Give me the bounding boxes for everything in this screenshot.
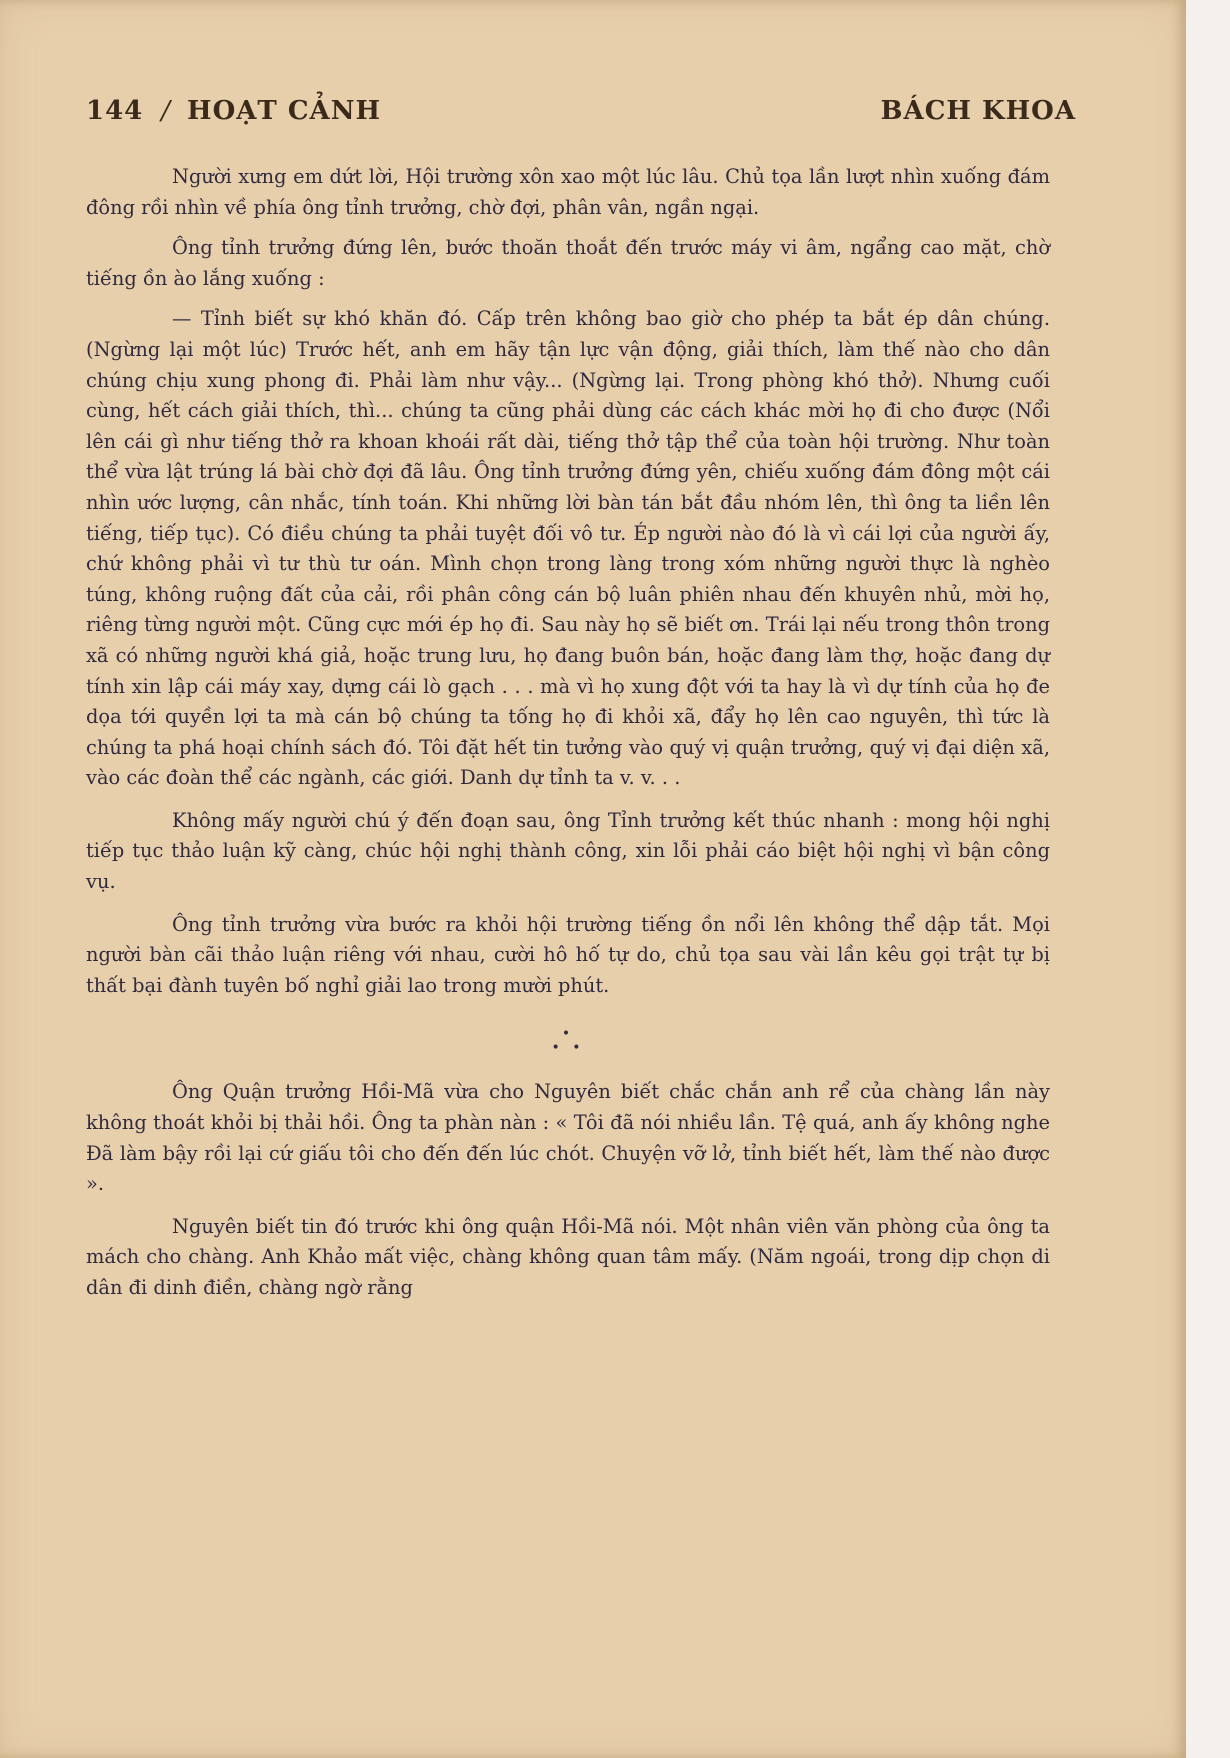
page-header bbox=[86, 96, 1076, 136]
section-title: HOẠT CẢNH bbox=[187, 96, 382, 126]
body-text bbox=[86, 162, 1050, 1304]
page-margin-background bbox=[1186, 0, 1230, 1758]
paragraph: Nguyên biết tin đó trước khi ông quận Hồi-Mã nói. Một nhân viên văn phòng của ông ta mách cho chàng. Anh Khảo mất việc, chàng không quan tâm mấy. (Năm ngoái, trong dịp chọn di dân đi dinh điền, chàng ngờ rằng bbox=[86, 1214, 1050, 1299]
magazine-name: BÁCH KHOA bbox=[880, 96, 1076, 126]
paragraph: Người xưng em dứt lời, Hội trường xôn xao một lúc lâu. Chủ tọa lần lượt nhìn xuống đám đông rồi nhìn về phía ông tỉnh trưởng, chờ đợi, phân vân, ngần ngại. bbox=[86, 165, 1050, 219]
paragraph: Ông Quận trưởng Hồi-Mã vừa cho Nguyên biết chắc chắn anh rể của chàng lần này không thoát khỏi bị thải hồi. Ông ta phàn nàn : « Tôi đã nói nhiều lần. Tệ quá, anh ấy không nghe Đã làm bậy rồi lại cứ giấu tôi cho đến đến lúc chót. Chuyện vỡ lở, tỉnh biết hết, làm thế nào được ». bbox=[86, 1080, 1050, 1196]
header-left bbox=[86, 96, 381, 126]
paragraph: Ông tỉnh trưởng vừa bước ra khỏi hội trường tiếng ồn nổi lên không thể dập tắt. Mọi người bàn cãi thảo luận riêng với nhau, cười hô hố tự do, chủ tọa sau vài lần kêu gọi trật tự bị thất bại đành tuyên bố nghỉ giải lao trong mười phút. bbox=[86, 912, 1050, 997]
paragraph: Ông tỉnh trưởng đứng lên, bước thoăn thoắt đến trước máy vi âm, ngẩng cao mặt, chờ tiếng ồn ào lắng xuống : bbox=[86, 236, 1050, 290]
section-break bbox=[86, 1027, 1050, 1055]
page-number: 144 bbox=[86, 96, 144, 126]
header-separator: / bbox=[161, 96, 172, 126]
section-break-top: • bbox=[561, 1026, 575, 1043]
section-break-bottom: • • bbox=[551, 1040, 585, 1057]
paragraph: Không mấy người chú ý đến đoạn sau, ông Tỉnh trưởng kết thúc nhanh : mong hội nghị tiếp tục thảo luận kỹ càng, chúc hội nghị thành công, xin lỗi phải cáo biệt hội nghị vì bận công vụ. bbox=[86, 808, 1050, 894]
paragraph: — Tỉnh biết sự khó khăn đó. Cấp trên không bao giờ cho phép ta bắt ép dân chúng. (Ngừng lại một lúc) Trước hết, anh em hãy tận lực vận động, giải thích, làm thế nào cho dân chúng chịu xung phong đi. Phải làm như vậy... (Ngừng lại. Trong phòng khó thở). Nhưng cuối cùng, hết cách giải thích, thì... chúng ta cũng phải dùng các cách khác mời họ đi cho được (Nổi lên cái gì như tiếng thở ra khoan khoái rất dài, tiếng thở tập thể của toàn hội trường. Như toàn thể vừa lật trúng lá bài chờ đợi đã lâu. Ông tỉnh trưởng đứng yên, chiếu xuống đám đông một cái nhìn ước lượng, cân nhắc, tính toán. Khi những lời bàn tán bắt đầu nhóm lên, thì ông ta liền lên tiếng, tiếp tục). Có điều chúng ta phải tuyệt đối vô tư. Ép người nào đó là vì cái lợi của người ấy, chứ không phải vì tư thù tư oán. Mình chọn trong làng trong xóm những người thực là nghèo túng, không ruộng đất của cải, rồi phân công cán bộ luân phiên nhau đến khuyên nhủ, mời họ, riêng từng người một. Cũng cực mới ép họ đi. Sau này họ sẽ biết ơn. Trái lại nếu trong thôn trong xã có những người khá giả, hoặc trung lưu, họ đang buôn bán, hoặc đang làm thợ, hoặc đang dự tính xin lập cái máy xay, dựng cái lò gạch . . . mà vì họ xung đột với ta hay là vì dự tính của họ đe dọa tới quyền lợi ta mà cán bộ chúng ta tống họ đi khỏi xã, đẩy họ lên cao nguyên, thì tức là chúng ta phá hoại chính sách đó. Tôi đặt hết tin tưởng vào quý vị quận trưởng, quý vị đại diện xã, vào các đoàn thể các ngành, các giới. Danh dự tỉnh ta v. v. . . bbox=[86, 307, 1050, 790]
